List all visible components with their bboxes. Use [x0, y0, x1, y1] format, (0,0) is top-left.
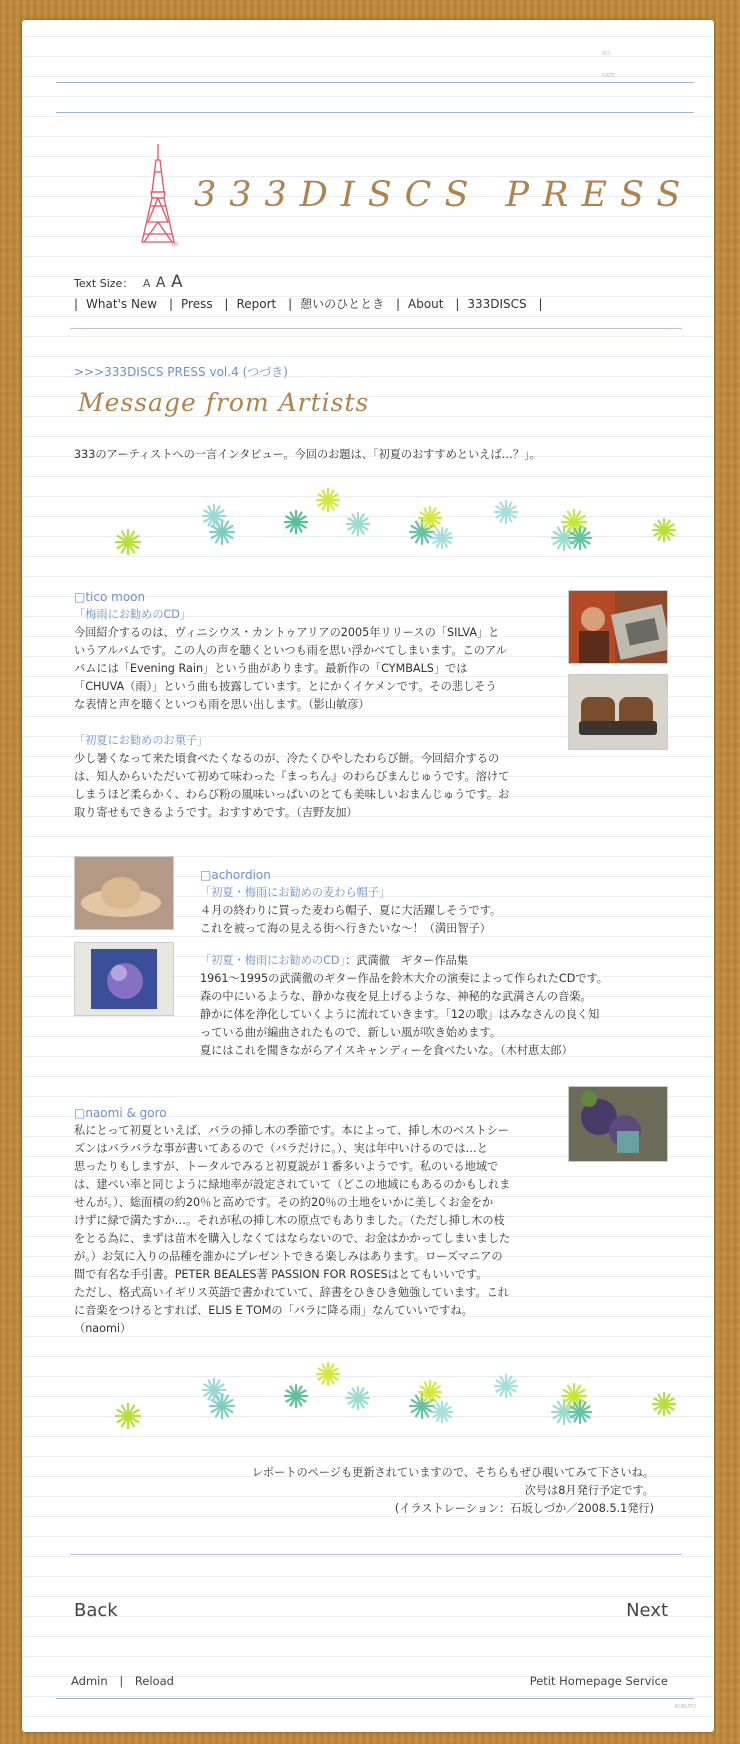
flower-icon [347, 513, 369, 535]
flower-icon [562, 510, 586, 534]
flower-icon [495, 501, 517, 523]
tokyo-tower-icon [134, 142, 182, 250]
item-line: をとる為に、まずは苗木を購入しなくてはならないので、お金はかかってしまいました [74, 1232, 511, 1245]
footer-note-line: (イラストレーション：石坂しづか／2008.5.1発行) [394, 1502, 654, 1515]
nav-item-about[interactable]: About [408, 297, 444, 311]
flower-icon [562, 1384, 586, 1408]
item-line: 間で有名な手引書。PETER BEALES著 PASSION FOR ROSESはとてもいいです。 [74, 1268, 488, 1281]
footer-note-line: レポートのページも更新されていますので、そちらもぜひ覗いてみて下さいね。 [251, 1466, 654, 1479]
main-nav [74, 295, 551, 312]
flower-icon [317, 489, 339, 511]
item-line: 今回紹介するのは、ヴィニシウス・カントゥアリアの2005年リリースの「SILVA」と [74, 626, 500, 639]
footer-note-line: 次号は8月発行予定です。 [524, 1484, 654, 1497]
flower-icon [495, 1375, 517, 1397]
flower-illustration-top [86, 482, 686, 562]
flower-icon [432, 528, 452, 548]
item-heading: 「梅雨にお勧めのCD」 [74, 608, 192, 621]
item-heading: 「初夏にお勧めのお菓子」 [74, 734, 209, 747]
nav-divider [70, 328, 682, 329]
item-line: 森の中にいるような、静かな夜を見上げるような、神秘的な武満さんの音楽。 [200, 990, 592, 1003]
site-logo[interactable]: 333DISCS PRESS [194, 175, 694, 215]
text-size-medium-button[interactable]: A [155, 275, 166, 291]
nav-separator: | [288, 297, 293, 311]
item-line: 静かに体を浄化していくように流れていきます。「12の歌」はみなさんの良く知 [200, 1008, 600, 1021]
top-rule-1 [56, 82, 694, 83]
item-line: な表情と声を聴くといつも雨を思い出します。（影山敏彦） [74, 698, 370, 711]
straw-hat-photo [74, 856, 174, 930]
text-size-label: Text Size： [74, 277, 134, 290]
flower-icon [317, 1363, 339, 1385]
item-line: ズンはバラバラな事が書いてあるので（バラだけに。）、実は年中いけるのでは…と [74, 1142, 488, 1155]
nav-separator: | [224, 297, 229, 311]
flower-illustration-bottom [86, 1356, 686, 1436]
item-line: バムには「Evening Rain」という曲があります。最新作の「CYMBALS」では [74, 662, 468, 675]
flower-icon [285, 1385, 307, 1407]
item-line: （naomi） [74, 1322, 132, 1335]
item-line: ただし、格式高いイギリス英語で書かれていて、辞書をひきひき勉強しています。これ [74, 1286, 509, 1299]
item-line: これを被って海の見える街へ行きたいな～！（満田智子） [200, 922, 491, 935]
flower-icon [432, 1402, 452, 1422]
item-line: 思ったりもしますが、トータルでみると初夏説が１番多いようです。私のいる地域で [74, 1160, 499, 1173]
nav-separator: | [74, 297, 79, 311]
page-title: Message from Artists [78, 388, 370, 417]
item-line: は、知人からいただいて初めて味わった『まっちん』のわらびまんじゅうです。溶けて [74, 770, 510, 783]
corner-mark: ROBUTO [674, 1704, 696, 1710]
item-line: 「CHUVA（雨）」という曲も披露しています。とにかくイケメンです。その悲しそう [74, 680, 497, 693]
footer-separator: | [119, 1674, 124, 1688]
item-line: 私にとって初夏といえば、バラの挿し木の季節です。本によって、挿し木のベストシー [74, 1124, 509, 1137]
artist-name: □tico moon [74, 590, 146, 604]
text-size-small-button[interactable]: A [142, 277, 151, 290]
footer-note [252, 1464, 654, 1518]
item-line: しまうほど柔らかく、わらび粉の風味いっぱいのとても美味しいおまんじゅうです。お [74, 788, 510, 801]
nav-item-report[interactable]: Report [236, 297, 277, 311]
item-line: 1961～1995の武満徹のギター作品を鈴木大介の演奏によって作られたCDです。 [200, 972, 608, 985]
flower-icon [116, 1404, 140, 1428]
nav-separator: | [455, 297, 460, 311]
nav-separator: | [538, 297, 543, 311]
sweets-photo [568, 674, 668, 750]
artist-block-achordion-cd [200, 952, 680, 1060]
item-heading: 「初夏・梅雨にお勧めのCD」 [200, 954, 346, 967]
item-heading: 「初夏・梅雨にお勧めの麦わら帽子」 [200, 886, 391, 899]
nav-item-press[interactable]: Press [181, 297, 213, 311]
item-line: 夏にはこれを聞きながらアイスキャンディーを食べたいな。（木村恵太郎） [200, 1044, 573, 1057]
admin-link[interactable]: Admin [71, 1674, 108, 1688]
back-link[interactable]: Back [74, 1600, 118, 1621]
item-heading-suffix: ：武満徹 ギター作品集 [345, 954, 469, 967]
item-line: が。）お気に入りの品種を誰かにプレゼントできる楽しみはあります。ローズマニアの [74, 1250, 503, 1263]
text-size-large-button[interactable]: A [170, 272, 183, 292]
cd-cover-photo [74, 942, 174, 1016]
flower-icon [653, 1393, 675, 1415]
item-line: 少し暑くなって来た頃食べたくなるのが、冷たくひやしたわらび餅。今回紹介するの [74, 752, 500, 765]
svg-text:m: m [172, 241, 178, 248]
notebook-page [22, 20, 714, 1732]
artist-block-achordion [200, 866, 670, 938]
artist-block-tico-moon [74, 588, 574, 822]
nav-separator: | [168, 297, 173, 311]
flower-icon [569, 1401, 591, 1423]
flower-icon [116, 530, 140, 554]
item-line: けずに緑で満たすか…。それが私の挿し木の原点でもありました。（ただし挿し木の枝 [74, 1214, 505, 1227]
artist-block-naomi-goro [74, 1104, 574, 1338]
nav-item-whats-new[interactable]: What's New [86, 297, 158, 311]
artist-name: □achordion [200, 868, 271, 882]
roses-photo [568, 1086, 668, 1162]
artist-name: □naomi & goro [74, 1106, 167, 1120]
breadcrumb: >>>333DISCS PRESS vol.4 (つづき) [74, 365, 288, 379]
flower-icon [569, 527, 591, 549]
item-line: ４月の終わりに買った麦わら帽子、夏に大活躍しそうです。 [200, 904, 502, 917]
item-line: に音楽をつけるとすれば、ELIS E TOMの「バラに降る雨」なんていいですね。 [74, 1304, 473, 1317]
item-line: っている曲が編曲されたもので、新しい風が吹き始めます。 [200, 1026, 501, 1039]
text-size-control [74, 272, 183, 292]
flower-icon [653, 519, 675, 541]
item-line: は、建ぺい率と同じように緑地率が設定されていて（どこの地域にもあるのかもしれま [74, 1178, 511, 1191]
item-line: 取り寄せもできるようです。おすすめです。（吉野友加） [74, 806, 358, 819]
nav-item-333discs[interactable]: 333DISCS [467, 297, 527, 311]
item-line: いうアルバムです。この人の声を聴くといつも雨を思い浮かべてしまいます。このアル [74, 644, 507, 657]
next-link[interactable]: Next [626, 1600, 668, 1621]
top-rule-2 [56, 112, 694, 113]
bottom-rule [56, 1698, 694, 1699]
footer-divider [70, 1554, 682, 1555]
no-label: NO. [602, 51, 612, 57]
flower-icon [347, 1387, 369, 1409]
service-link[interactable]: Petit Homepage Service [529, 1674, 668, 1688]
nav-item-ikoi[interactable]: 憩いのひととき [300, 297, 385, 311]
nav-separator: | [395, 297, 401, 311]
reload-link[interactable]: Reload [134, 1674, 174, 1688]
intro-text: 333のアーティストへの一言インタビュー。今回のお題は、「初夏のおすすめといえば…？」。 [74, 448, 541, 461]
album-photo [568, 590, 668, 664]
footer-admin-links [71, 1674, 174, 1688]
flower-icon [285, 511, 307, 533]
item-line: せんが。）、総面積の約20％と高めです。その約20％の土地をいかに美しくお金をか [74, 1196, 494, 1209]
date-label: DATE [602, 73, 616, 79]
